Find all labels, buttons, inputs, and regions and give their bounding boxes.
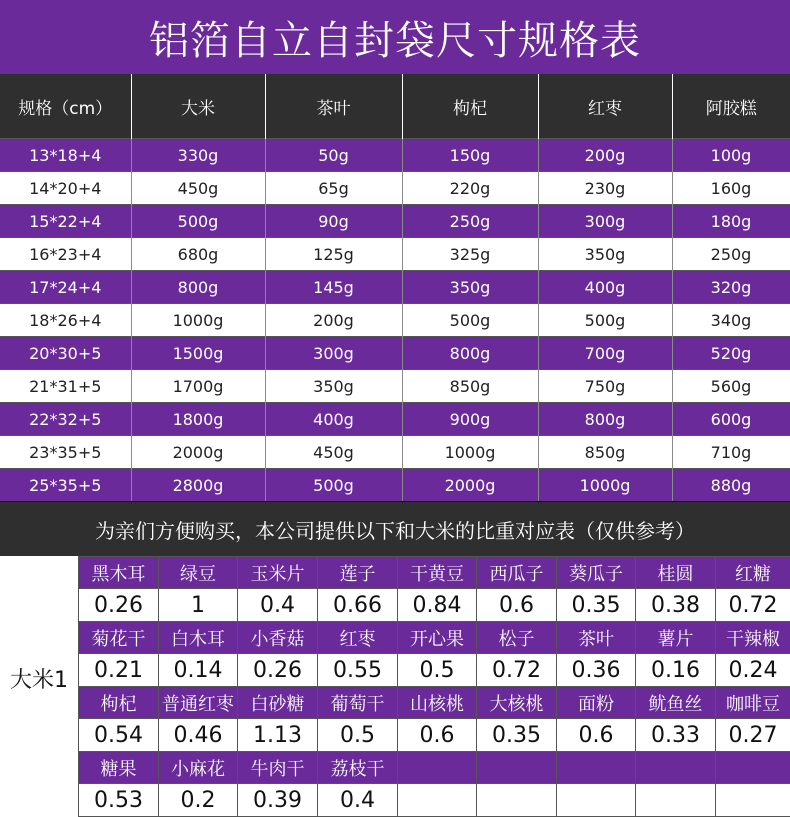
food-name-cell: 牛肉干 (238, 752, 318, 784)
capacity-cell: 800g (402, 337, 538, 370)
ratio-table (78, 556, 790, 817)
table-row (0, 436, 790, 469)
ratio-value-cell: 0.72 (477, 654, 557, 687)
ratio-value-cell (636, 784, 716, 817)
food-name-cell: 干黄豆 (398, 557, 477, 589)
ratio-value-cell: 0.16 (636, 654, 716, 687)
size-table-header (0, 74, 790, 139)
table-row (0, 403, 790, 436)
size-cell: 15*22+4 (0, 205, 131, 238)
food-name-cell: 面粉 (557, 687, 636, 719)
capacity-cell: 125g (265, 238, 402, 271)
food-name-cell: 荔枝干 (318, 752, 398, 784)
food-name-cell: 白砂糖 (238, 687, 318, 719)
capacity-cell: 710g (672, 436, 790, 469)
food-name-cell: 红糖 (716, 557, 790, 589)
capacity-cell: 320g (672, 271, 790, 304)
ratio-value-cell: 0.84 (398, 589, 477, 622)
food-name-cell: 鱿鱼丝 (636, 687, 716, 719)
food-name-cell: 茶叶 (557, 622, 636, 654)
capacity-cell: 500g (402, 304, 538, 337)
food-name-cell: 小香菇 (238, 622, 318, 654)
capacity-cell: 100g (672, 139, 790, 172)
capacity-cell: 1500g (131, 337, 265, 370)
food-name-cell: 白木耳 (159, 622, 238, 654)
ratio-value-cell (398, 784, 477, 817)
food-name-cell: 桂圆 (636, 557, 716, 589)
ratio-value-cell: 0.54 (79, 719, 159, 752)
ratio-name-row (79, 687, 790, 719)
ratio-value-cell: 0.33 (636, 719, 716, 752)
capacity-cell: 1000g (402, 436, 538, 469)
table-row (0, 370, 790, 403)
header-cell: 大米 (131, 74, 265, 139)
food-name-cell: 菊花干 (79, 622, 159, 654)
ratio-value-cell: 0.36 (557, 654, 636, 687)
food-name-cell: 糖果 (79, 752, 159, 784)
ratio-value-cell: 1.13 (238, 719, 318, 752)
food-name-cell: 莲子 (318, 557, 398, 589)
food-name-cell: 绿豆 (159, 557, 238, 589)
ratio-value-cell (557, 784, 636, 817)
food-name-cell (477, 752, 557, 784)
ratio-value-cell: 1 (159, 589, 238, 622)
ratio-value-cell: 0.2 (159, 784, 238, 817)
food-name-cell (636, 752, 716, 784)
capacity-cell: 2000g (131, 436, 265, 469)
capacity-cell: 200g (265, 304, 402, 337)
size-cell: 18*26+4 (0, 304, 131, 337)
ratio-value-row (79, 784, 790, 817)
capacity-cell: 90g (265, 205, 402, 238)
ratio-value-row (79, 719, 790, 752)
food-name-cell: 枸杞 (79, 687, 159, 719)
food-name-cell: 开心果 (398, 622, 477, 654)
ratio-value-cell: 0.24 (716, 654, 790, 687)
ratio-value-cell: 0.53 (79, 784, 159, 817)
capacity-cell: 500g (538, 304, 672, 337)
capacity-cell: 1000g (131, 304, 265, 337)
capacity-cell: 300g (538, 205, 672, 238)
food-name-cell: 红枣 (318, 622, 398, 654)
food-name-cell: 葡萄干 (318, 687, 398, 719)
capacity-cell: 500g (131, 205, 265, 238)
capacity-cell: 800g (131, 271, 265, 304)
size-cell: 17*24+4 (0, 271, 131, 304)
capacity-cell: 230g (538, 172, 672, 205)
ratio-name-row (79, 622, 790, 654)
ratio-value-cell: 0.6 (398, 719, 477, 752)
ratio-value-cell: 0.21 (79, 654, 159, 687)
capacity-cell: 700g (538, 337, 672, 370)
food-name-cell: 松子 (477, 622, 557, 654)
header-cell: 茶叶 (265, 74, 402, 139)
food-name-cell (557, 752, 636, 784)
ratio-value-cell: 0.26 (79, 589, 159, 622)
capacity-cell: 330g (131, 139, 265, 172)
ratio-value-cell (477, 784, 557, 817)
capacity-cell: 350g (402, 271, 538, 304)
ratio-value-cell: 0.6 (477, 589, 557, 622)
food-name-cell: 小麻花 (159, 752, 238, 784)
capacity-cell: 600g (672, 403, 790, 436)
size-cell: 25*35+5 (0, 469, 131, 502)
capacity-cell: 2000g (402, 469, 538, 502)
capacity-cell: 65g (265, 172, 402, 205)
food-name-cell (716, 752, 790, 784)
ratio-value-cell: 0.26 (238, 654, 318, 687)
ratio-value-cell: 0.72 (716, 589, 790, 622)
capacity-cell: 250g (402, 205, 538, 238)
ratio-note-text: 为亲们方便购买，本公司提供以下和大米的比重对应表（仅供参考） (95, 515, 695, 544)
ratio-value-cell: 0.5 (318, 719, 398, 752)
ratio-value-cell: 0.5 (398, 654, 477, 687)
food-name-cell: 玉米片 (238, 557, 318, 589)
capacity-cell: 520g (672, 337, 790, 370)
size-cell: 21*31+5 (0, 370, 131, 403)
page-title: 铝箔自立自封袋尺寸规格表 (149, 9, 641, 66)
table-row (0, 172, 790, 205)
table-row (0, 238, 790, 271)
size-table (0, 74, 790, 501)
size-cell: 16*23+4 (0, 238, 131, 271)
capacity-cell: 900g (402, 403, 538, 436)
header-cell: 规格（cm） (0, 74, 131, 139)
capacity-cell: 350g (538, 238, 672, 271)
capacity-cell: 300g (265, 337, 402, 370)
food-name-cell: 干辣椒 (716, 622, 790, 654)
ratio-value-cell: 0.66 (318, 589, 398, 622)
size-cell: 22*32+5 (0, 403, 131, 436)
capacity-cell: 200g (538, 139, 672, 172)
ratio-value-cell: 0.6 (557, 719, 636, 752)
ratio-note (0, 501, 790, 556)
food-name-cell: 山核桃 (398, 687, 477, 719)
food-name-cell: 黑木耳 (79, 557, 159, 589)
ratio-value-cell: 0.39 (238, 784, 318, 817)
capacity-cell: 850g (538, 436, 672, 469)
capacity-cell: 145g (265, 271, 402, 304)
capacity-cell: 150g (402, 139, 538, 172)
food-name-cell: 普通红枣 (159, 687, 238, 719)
ratio-value-cell: 0.38 (636, 589, 716, 622)
capacity-cell: 800g (538, 403, 672, 436)
capacity-cell: 325g (402, 238, 538, 271)
size-cell: 20*30+5 (0, 337, 131, 370)
size-cell: 14*20+4 (0, 172, 131, 205)
table-row (0, 337, 790, 370)
header-cell: 阿胶糕 (672, 74, 790, 139)
header-cell: 枸杞 (402, 74, 538, 139)
capacity-cell: 850g (402, 370, 538, 403)
ratio-name-row (79, 752, 790, 784)
size-cell: 13*18+4 (0, 139, 131, 172)
ratio-value-row (79, 589, 790, 622)
capacity-cell: 250g (672, 238, 790, 271)
table-row (0, 205, 790, 238)
capacity-cell: 340g (672, 304, 790, 337)
capacity-cell: 350g (265, 370, 402, 403)
capacity-cell: 400g (265, 403, 402, 436)
capacity-cell: 400g (538, 271, 672, 304)
capacity-cell: 450g (265, 436, 402, 469)
capacity-cell: 750g (538, 370, 672, 403)
food-name-cell: 葵瓜子 (557, 557, 636, 589)
food-name-cell: 大核桃 (477, 687, 557, 719)
ratio-value-cell: 0.4 (318, 784, 398, 817)
capacity-cell: 50g (265, 139, 402, 172)
ratio-value-cell: 0.46 (159, 719, 238, 752)
ratio-value-row (79, 654, 790, 687)
ratio-value-cell: 0.14 (159, 654, 238, 687)
food-name-cell: 西瓜子 (477, 557, 557, 589)
capacity-cell: 2800g (131, 469, 265, 502)
food-name-cell: 薯片 (636, 622, 716, 654)
capacity-cell: 160g (672, 172, 790, 205)
ratio-name-row (79, 557, 790, 589)
food-name-cell: 咖啡豆 (716, 687, 790, 719)
capacity-cell: 1000g (538, 469, 672, 502)
capacity-cell: 680g (131, 238, 265, 271)
ratio-value-cell (716, 784, 790, 817)
capacity-cell: 1700g (131, 370, 265, 403)
capacity-cell: 500g (265, 469, 402, 502)
table-row (0, 139, 790, 172)
ratio-side-label: 大米1 (0, 556, 79, 800)
food-name-cell (398, 752, 477, 784)
ratio-value-cell: 0.4 (238, 589, 318, 622)
ratio-section (0, 556, 790, 800)
capacity-cell: 450g (131, 172, 265, 205)
table-row (0, 271, 790, 304)
table-row (0, 304, 790, 337)
header-cell: 红枣 (538, 74, 672, 139)
capacity-cell: 220g (402, 172, 538, 205)
title-bar (0, 0, 790, 74)
capacity-cell: 180g (672, 205, 790, 238)
table-row (0, 469, 790, 502)
ratio-value-cell: 0.55 (318, 654, 398, 687)
ratio-value-cell: 0.35 (557, 589, 636, 622)
ratio-value-cell: 0.27 (716, 719, 790, 752)
capacity-cell: 880g (672, 469, 790, 502)
capacity-cell: 560g (672, 370, 790, 403)
ratio-value-cell: 0.35 (477, 719, 557, 752)
size-cell: 23*35+5 (0, 436, 131, 469)
capacity-cell: 1800g (131, 403, 265, 436)
